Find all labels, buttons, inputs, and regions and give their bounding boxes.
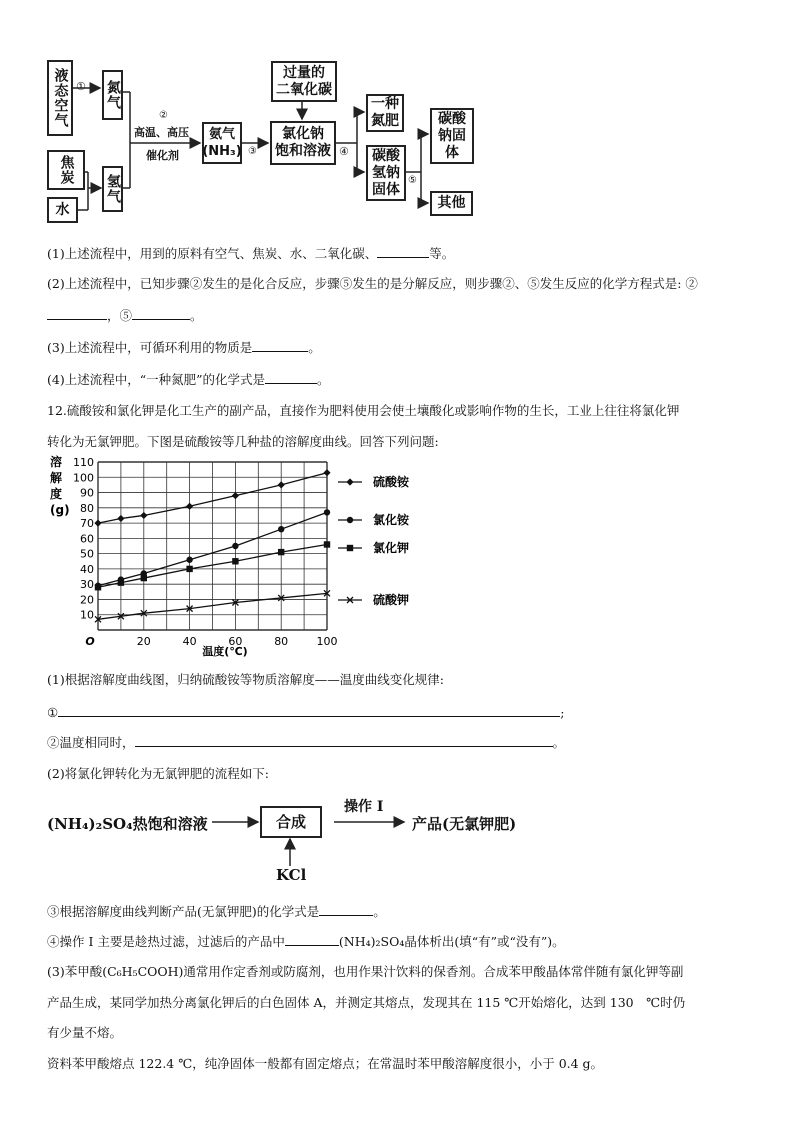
nitrogen-box: 氮气 [102,70,123,120]
answer-blank [285,932,339,946]
other-box: 其他 [430,191,473,216]
data-point [232,558,238,564]
y-tick-label: 50 [80,547,94,561]
y-axis-label-char: 溶 [50,455,63,469]
q11-part4: (4)上述流程中，“一种氮肥”的化学式是 。 [47,372,330,387]
q11-part2-blanks: ，⑤ 。 [47,306,203,325]
q12-part4: ④操作 I 主要是趁热过滤，过滤后的产品中 (NH₄)₂SO₄晶体析出(填“有”或“没有”)。 [47,934,565,949]
legend-item [338,540,409,555]
q12-intro-line2: 转化为无氯钾肥。下图是硫酸铵等几种盐的溶解度曲线。回答下列问题: [47,434,439,449]
y-axis-label [50,454,70,517]
x-axis-label: 温度(℃) [202,645,248,658]
answer-blank [252,338,308,352]
answer-blank [135,733,553,747]
solubility-chart [40,452,440,660]
q12-sub3-line2: 产品生成，某同学加热分离氯化钾后的白色固体 A，并测定其熔点，发现其在 115 ℃开始熔化，达到 130 ℃时仍 [47,995,686,1010]
x-tick-label: 40 [182,635,197,648]
answer-blank [319,902,373,916]
y-tick-label: 60 [80,532,94,546]
condition-catalyst: 催化剂 [146,149,179,162]
chart-legend [338,474,410,607]
y-tick-label: 80 [80,501,94,515]
answer-blank [132,306,190,320]
data-point [323,469,330,476]
water-box: 水 [47,197,78,223]
legend-item [338,512,410,527]
data-point [278,549,284,555]
data-point [186,503,193,510]
x-tick-label: O [85,635,95,648]
y-tick-label: 70 [80,517,94,531]
q11-part2: (2)上述流程中，已知步骤②发生的是化合反应，步骤⑤发生的是分解反应，则步骤②、⑤发生反应的化学方程式是: ② [47,276,698,291]
q12-part3: ③根据溶解度曲线判断产品(无氯钾肥)的化学式是 。 [47,904,386,919]
hydrogen-box: 氢气 [102,166,123,212]
q12-rule1: ① ; [47,705,565,720]
flow2-arrows [0,790,794,890]
y-tick-label: 10 [80,608,94,622]
legend-label: 氯化钾 [373,541,410,555]
synthesis-box: 合成 [260,806,322,838]
answer-blank [265,370,317,384]
legend-label: 硫酸钾 [373,593,410,607]
nahco3-box: 碳酸 氢钠 固体 [366,145,406,201]
data-point [232,543,238,549]
y-tick-label: 100 [73,471,94,485]
operation-1-label: 操作 I [344,799,384,815]
data-point [346,478,353,485]
flow2-product: 产品(无氯钾肥) [412,815,517,833]
nacl-solution-box: 氯化钠 饱和溶液 [270,121,336,165]
y-axis-label-char: (g) [50,503,70,517]
data-point [324,541,330,547]
answer-blank [58,703,560,717]
legend-label: 氯化铵 [373,513,410,527]
data-point [278,481,285,488]
data-point [347,545,353,551]
step-1-label: ① [76,80,86,93]
step-5-label: ⑤ [408,175,417,186]
x-tick-label: 80 [274,635,289,648]
q12-intro-line1: 12.硫酸铵和氯化钾是化工生产的副产品，直接作为肥料使用会使土壤酸化或影响作物的生长，工业上往往将氯化钾 [47,403,680,418]
data-point [117,515,124,522]
q11-part1: (1)上述流程中，用到的原料有空气、焦炭、水、二氧化碳、 等。 [47,246,455,261]
q12-sub2: (2)将氯化钾转化为无氯钾肥的流程如下: [47,766,269,781]
data-point [232,492,239,499]
data-point [278,526,284,532]
chart-grid [98,462,327,630]
y-axis-label-char: 解 [50,471,63,485]
data-point [94,519,101,526]
ammonia-box: 氨气 (NH₃) [202,122,242,164]
data-point [95,584,101,590]
data-point [347,517,353,523]
chart-ticks [73,456,338,648]
data-point [186,557,192,563]
answer-blank [377,244,429,258]
flow2-input: (NH₄)₂SO₄热饱和溶液 [47,815,208,833]
condition-high-temp-pressure: 高温、高压 [134,126,189,139]
x-tick-label: 100 [316,635,338,648]
answer-blank [47,306,107,320]
legend-item [338,592,409,607]
q12-note: 资料苯甲酸熔点 122.4 ℃，纯净固体一般都有固定熔点；在常温时苯甲酸溶解度很小，小于 0.4 g。 [47,1056,604,1071]
data-point [186,566,192,572]
na2co3-box: 碳酸 钠固 体 [430,108,474,164]
y-tick-label: 30 [80,578,94,592]
step-3-label: ③ [248,146,257,157]
data-point [324,509,330,515]
legend-item [338,474,410,489]
data-point [118,579,124,585]
q12-sub3-line1: (3)苯甲酸(C₆H₅COOH)通常用作定香剂或防腐剂，也用作果汁饮料的保香剂。合成苯甲酸晶体常伴随有氯化钾等副 [47,964,684,979]
legend-label: 硫酸铵 [373,475,410,489]
step-4-label: ④ [339,145,349,158]
y-tick-label: 90 [80,486,94,500]
nitrogen-fertilizer-box: 一种 氮肥 [366,94,404,132]
step-2-label: ② [159,110,168,121]
co2-box: 过量的 二氧化碳 [271,61,337,102]
q12-sub1: (1)根据溶解度曲线图，归纳硫酸铵等物质溶解度——温度曲线变化规律: [47,672,444,687]
liquid-air-box: 液态空气 [47,60,73,136]
x-tick-label: 60 [228,635,243,648]
coke-box: 焦炭 [47,150,85,190]
q11-part3: (3)上述流程中，可循环利用的物质是 。 [47,340,321,355]
data-point [140,512,147,519]
y-tick-label: 40 [80,562,94,576]
x-tick-label: 20 [136,635,151,648]
kcl-label: KCl [276,866,307,884]
y-tick-label: 20 [80,593,94,607]
y-tick-label: 110 [73,456,94,469]
data-point [141,575,147,581]
q12-rule2: ②温度相同时， 。 [47,735,566,750]
y-axis-label-char: 度 [50,487,63,501]
q12-sub3-line3: 有少量不熔。 [47,1025,123,1040]
